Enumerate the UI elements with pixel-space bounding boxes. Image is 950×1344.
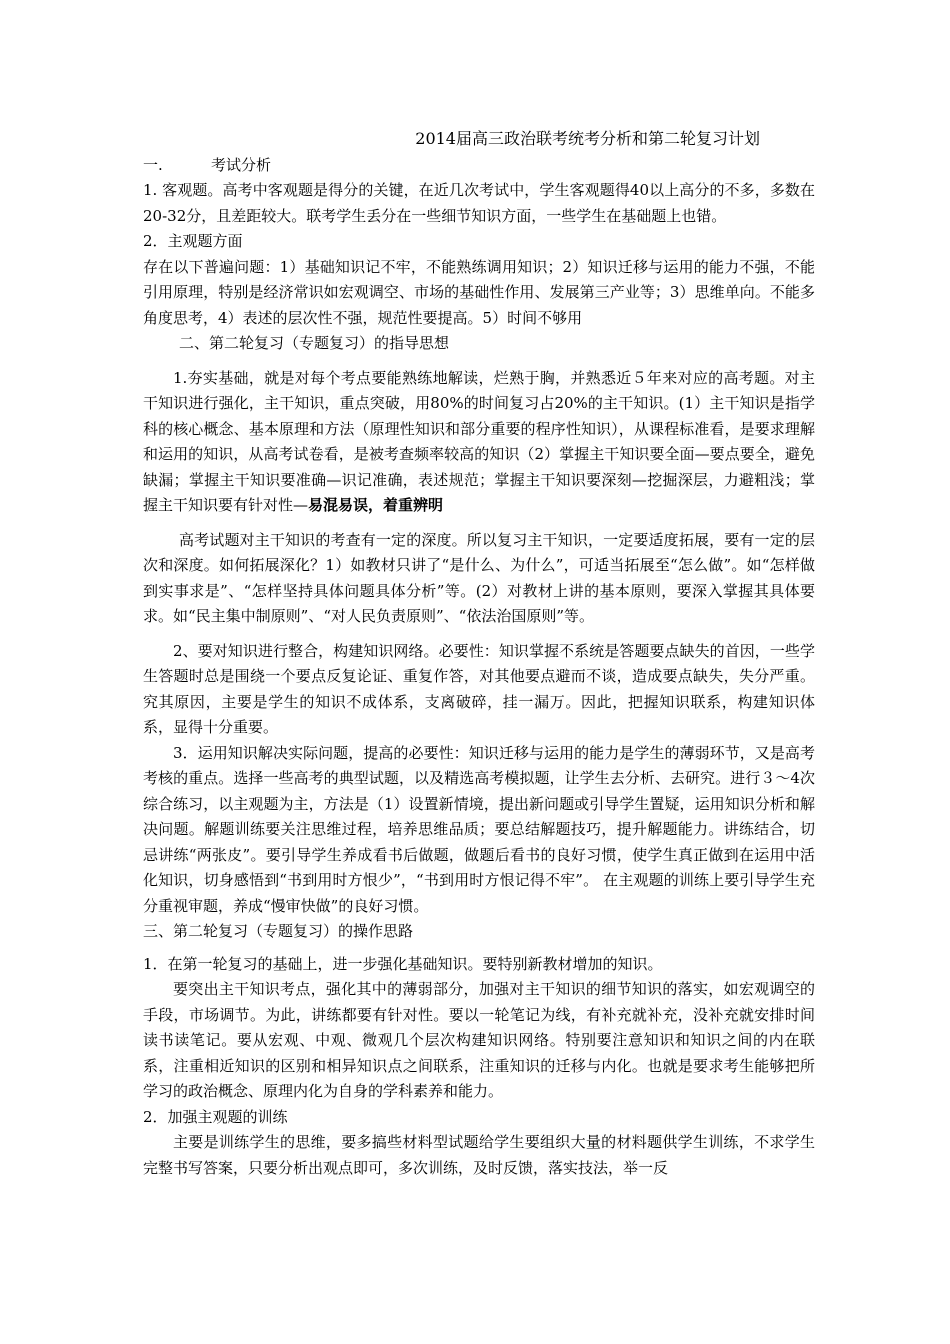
document-body (143, 126, 815, 1181)
section-heading-1 (143, 153, 815, 179)
paragraph-training: 主要是训练学生的思维，要多搞些材料型试题给学生要组织大量的材料题供学生训练，不求学生完整书写答案，只要分析出观点即可，多次训练，及时反馈，落实技法，举一反 (143, 1133, 815, 1177)
paragraph-problems: 存在以下普遍问题：1）基础知识记不牢，不能熟练调用知识；2）知识迁移与运用的能力不强，不能引用原理，特别是经济常识如宏观调空、市场的基础性作用、发展第三产业等；3）思维单向。不能多角度思考，4）表述的层次性不强，规范性要提高。5）时间不够用 (143, 257, 815, 327)
paragraph-application: 3．运用知识解决实际问题，提高的必要性：知识迁移与运用的能力是学生的薄弱环节，又是高考考核的重点。选择一些高考的典型试题，以及精选高考模拟题，让学生去分析、去研究。进行３～4次综合练习，以主观题为主，方法是（1）设置新情境，提出新问题或引导学生置疑，运用知识分析和解决问题。解题训练要关注思维过程，培养思维品质；要总结解题技巧，提升解题能力。讲练结合，切忌讲练“两张皮”。要引导学生养成看书后做题，做题后看书的良好习惯，使学生真正做到在运用中活化知识，切身感悟到“书到用时方恨少”，“书到用时方恨记得不牢”。 在主观题的训练上要引导学生充分重视审题，养成“慢审快做”的良好习惯。 (143, 743, 815, 915)
paragraph-depth: 高考试题对主干知识的考查有一定的深度。所以复习主干知识，一定要适度拓展，要有一定的层次和深度。如何拓展深化？1）如教材只讲了“是什么、为什么”，可适当拓展至“怎么做”。如“怎样做到实事求是”、“怎样坚持具体问题具体分析”等。(2）对教材上讲的基本原则，要深入掌握其具体要求。如“民主集中制原则”、“对人民负责原则”、“依法治国原则”等。 (143, 530, 815, 625)
paragraph-foundation-text: 1.夯实基础，就是对每个考点要能熟练地解读，烂熟于胸，并熟悉近５年来对应的高考题。对主干知识进行强化，主干知识，重点突破，用80%的时间复习占20%的主干知识。(1）主干知识是指学科的核心概念、基本原理和方法（原理性知识和部分重要的程序性知识），从课程标准看，是要求理解和运用的知识，从高考试卷看，是被考查频率较高的知识（2）掌握主干知识要全面—要点要全，避免缺漏；掌握主干知识要准确—识记准确，表述规范；掌握主干知识要深刻—挖掘深层，力避粗浅；掌握主干知识要有针对性— (143, 368, 815, 514)
paragraph-foundation (143, 366, 815, 519)
paragraph-key-points: 要突出主干知识考点，强化其中的薄弱部分，加强对主干知识的细节知识的落实，如宏观调空的手段，市场调节。为此，讲练都要有针对性。要以一轮笔记为线，有补充就补充，没补充就安排时间读书读笔记。要从宏观、中观、微观几个层次构建知识网络。特别要注意知识和知识之间的内在联系，注重相近知识的区别和相异知识点之间联系，注重知识的迁移与内化。也就是要求考生能够把所学习的政治概念、原理内化为自身的学科素养和能力。 (143, 980, 815, 1100)
section-heading-2: 二、第二轮复习（专题复习）的指导思想 (179, 334, 450, 352)
emphasis-text: 易混易误，着重辨明 (308, 496, 444, 514)
section-number: 一. (143, 155, 163, 174)
subheading-subjective: 2．主观题方面 (143, 232, 243, 250)
subheading-training: 2．加强主观题的训练 (143, 1107, 288, 1126)
subheading-basics: 1．在第一轮复习的基础上，进一步强化基础知识。要特别新教材增加的知识。 (143, 954, 663, 973)
page-title: 2014届高三政治联考统考分析和第二轮复习计划 (415, 129, 760, 148)
paragraph-network: 2、要对知识进行整合，构建知识网络。必要性：知识掌握不系统是答题要点缺失的首因，一些学生答题时总是围绕一个要点反复论证、重复作答，对其他要点避而不谈，造成要点缺失，失分严重。究其原因，主要是学生的知识不成体系，支离破碎，挂一漏万。因此，把握知识联系，构建知识体系，显得十分重要。 (143, 641, 815, 736)
section-heading-3: 三、第二轮复习（专题复习）的操作思路 (143, 922, 414, 940)
paragraph-objective: 1. 客观题。高考中客观题是得分的关键，在近几次考试中，学生客观题得40以上高分的不多，多数在20-32分，且差距较大。联考学生丢分在一些细节知识方面，一些学生在基础题上也错。 (143, 181, 815, 225)
section-title: 考试分析 (211, 155, 272, 174)
